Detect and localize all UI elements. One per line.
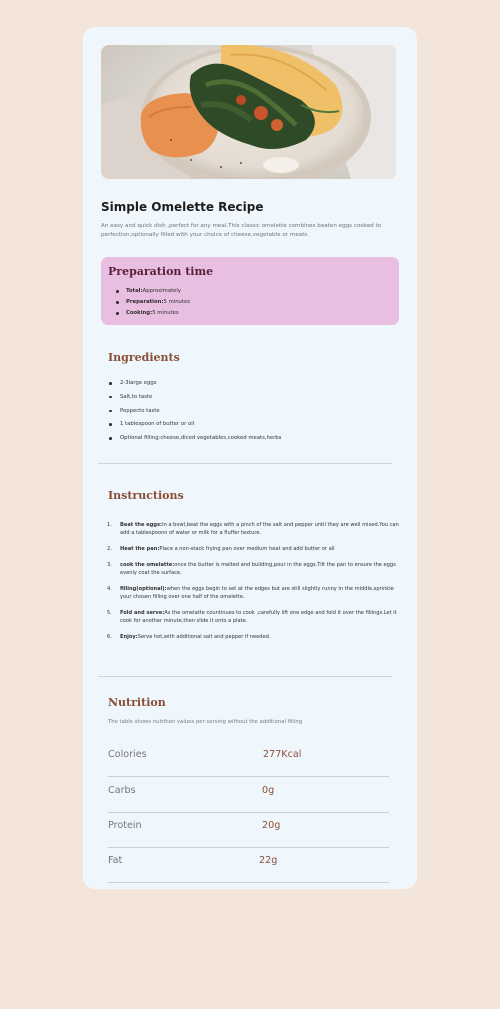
- nutrient-value: 0g: [262, 785, 275, 796]
- table-row: [108, 777, 389, 813]
- step-number: 6.: [107, 634, 112, 640]
- table-row: [108, 847, 389, 883]
- recipe-description: An easy and quick dish ,perfect for any meal.This classic omelette combines beaten eggs cooked to perfection,optionally filled with your choice of cheese,vegetable or meats.: [101, 223, 382, 238]
- ingredients-heading: Ingredients: [108, 351, 180, 364]
- list-item: [107, 609, 400, 625]
- step-label: Enjoy:: [120, 634, 138, 640]
- omelette-image: [101, 45, 396, 179]
- step-text: when the eggs begin to set at the edges but are still slightly runny in the middle,sprinkle your chosen filling over one half of the omelette.: [120, 586, 394, 600]
- list-item: Peppecto taste: [120, 408, 281, 422]
- nutrient-value: 22g: [259, 855, 278, 866]
- list-item: Salt,to taste: [120, 394, 281, 408]
- ingredients-list: [120, 380, 281, 449]
- recipe-card: [83, 27, 417, 889]
- step-text: Serve hot,with additional salt and pepper if needed.: [137, 634, 271, 640]
- preparation-box: [101, 257, 399, 325]
- list-item: [126, 288, 190, 299]
- list-item: [107, 545, 400, 553]
- item-label: Total:: [126, 288, 143, 294]
- item-label: Cooking:: [126, 310, 153, 316]
- step-number: 5.: [107, 610, 112, 616]
- list-item: Optional filling:cheese,diced vegetables,cooked meats,herbs: [120, 435, 281, 449]
- divider: [98, 676, 392, 677]
- nutrient-name: Colories: [108, 749, 147, 760]
- item-text: 5 minutes: [163, 299, 191, 305]
- list-item: [107, 633, 400, 641]
- preparation-list: [126, 288, 190, 321]
- step-number: 1.: [107, 522, 112, 528]
- list-item: 2-3large eggs: [120, 380, 281, 394]
- item-text: 5 minutes: [152, 310, 179, 316]
- step-number: 3.: [107, 562, 112, 568]
- step-label: filling(optional):: [120, 586, 167, 592]
- preparation-heading: Preparation time: [108, 265, 214, 278]
- list-item: [107, 521, 400, 537]
- step-label: cook the omelatte:: [120, 562, 175, 568]
- nutrient-name: Fat: [108, 855, 123, 866]
- recipe-title: Simple Omelette Recipe: [101, 200, 264, 214]
- instructions-heading: Instructions: [108, 489, 184, 502]
- nutrient-value: 20g: [262, 820, 281, 831]
- list-item: [107, 585, 400, 601]
- item-text: Approximately: [142, 288, 182, 294]
- nutrient-value: 277Kcal: [263, 749, 302, 760]
- step-label: Fold and serve:: [120, 610, 165, 616]
- instructions-list: [107, 521, 400, 641]
- nutrition-heading: Nutrition: [108, 696, 166, 709]
- table-row: [108, 741, 389, 777]
- step-text: Place a non-stack frying pan over medium heat and add butter or all: [159, 546, 335, 552]
- step-label: Beat the eggs:: [120, 522, 163, 528]
- step-text: once the butter is melted and building,pour in the eggs.Tilt the pan to ensure the eggs evenly coat the surface.: [120, 562, 396, 576]
- nutrient-name: Protein: [108, 820, 142, 831]
- list-item: 1 tablespoon of butter or oil: [120, 421, 281, 435]
- nutrition-note: The table shows nutrition values per serving without the additional filling: [108, 719, 303, 725]
- table-row: [108, 812, 389, 848]
- nutrient-name: Carbs: [108, 785, 136, 796]
- list-item: [126, 299, 190, 310]
- step-number: 2.: [107, 546, 112, 552]
- list-item: [126, 310, 190, 321]
- divider: [98, 463, 392, 464]
- list-item: [107, 561, 400, 577]
- step-number: 4.: [107, 586, 112, 592]
- step-text: In a bowl,beat the eggs with a pinch of the salt and pepper until they are well mixed.You can add a tablespoonn of water or milk for a fluffer texture.: [120, 522, 399, 536]
- item-label: Preparation:: [126, 299, 164, 305]
- step-label: Heat the pan:: [120, 546, 160, 552]
- step-text: As the omelatte countinues to cook ,carefully lift one edge and fold it over the fillings.Let it cook for another minute,then slide it onto a plate.: [120, 610, 397, 624]
